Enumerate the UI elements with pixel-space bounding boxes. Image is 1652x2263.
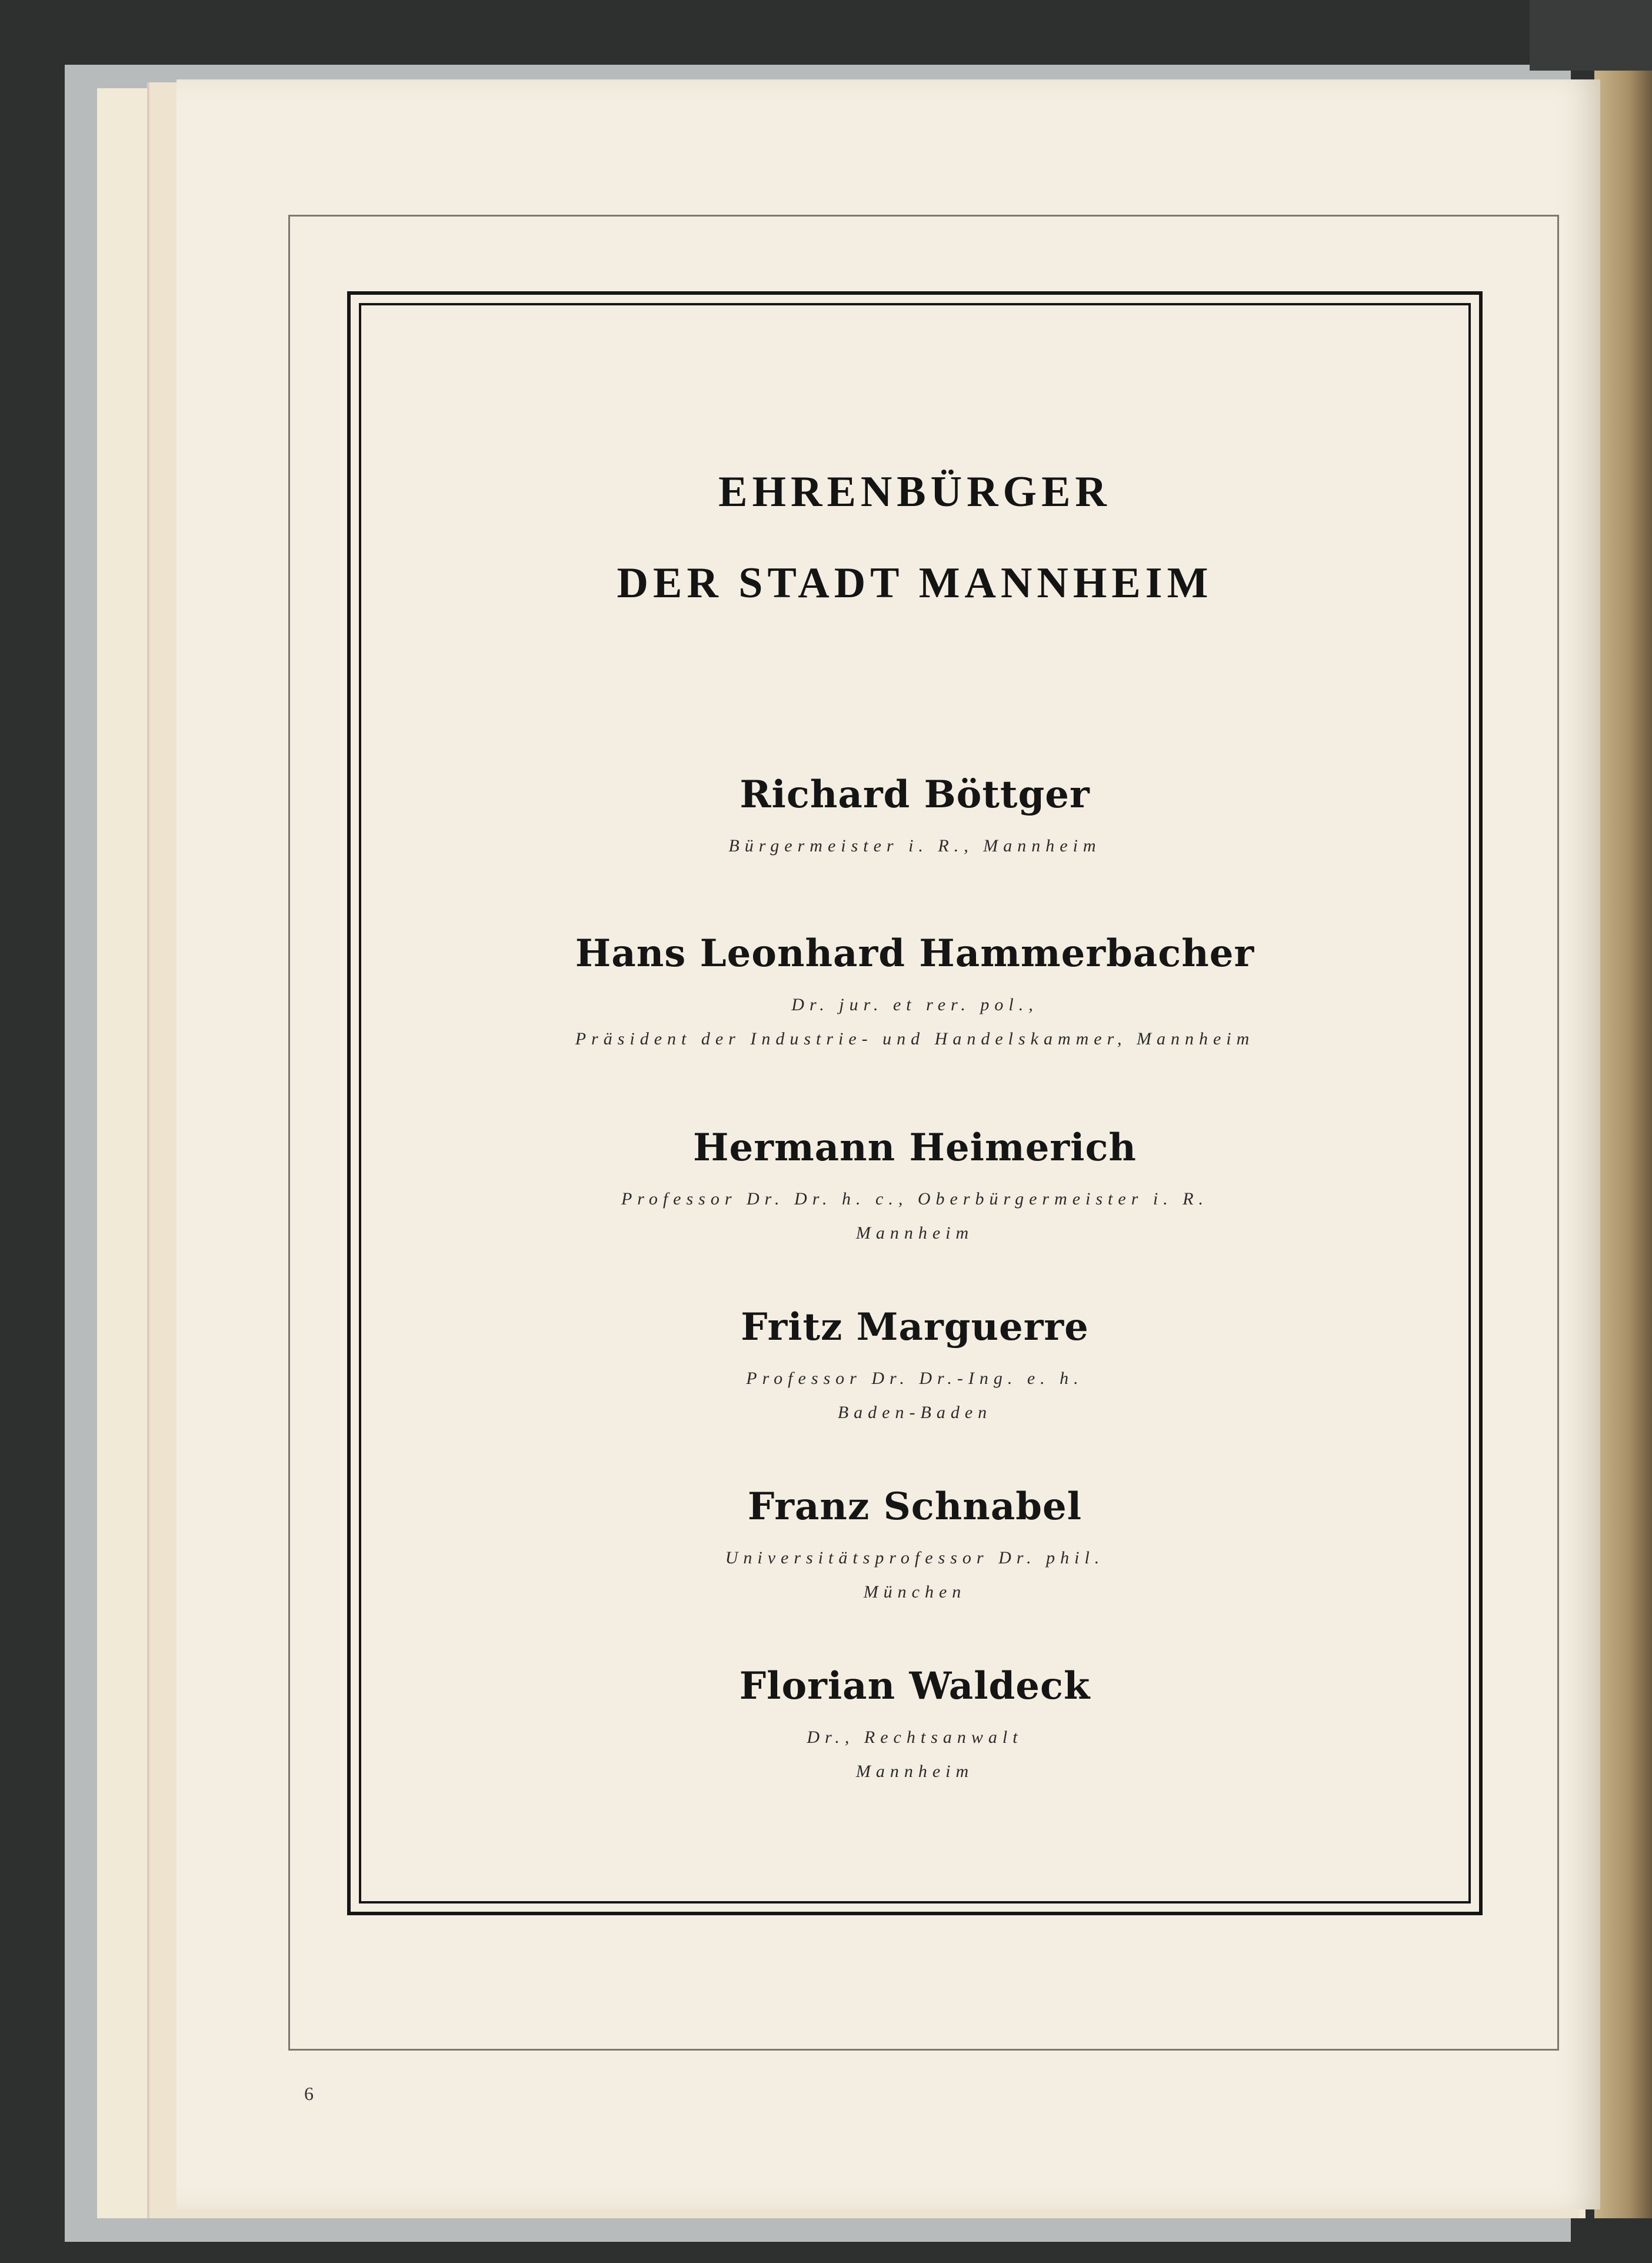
page-edge [1594, 71, 1652, 2218]
honoree-title: Präsident der Industrie- und Handelskammer, Mannheim [575, 1029, 1255, 1049]
honoree-location: Baden-Baden [837, 1403, 992, 1422]
page-content [361, 305, 1468, 1901]
honoree-title: Dr., Rechtsanwalt [807, 1728, 1023, 1747]
honoree-name: Fritz Marguerre [741, 1305, 1089, 1349]
list-item [361, 773, 1468, 863]
honoree-name: Florian Waldeck [739, 1664, 1091, 1708]
list-item [361, 1126, 1468, 1250]
book-edge [1530, 0, 1652, 71]
honoree-location: München [863, 1582, 967, 1602]
honoree-name: Richard Böttger [740, 773, 1090, 817]
honoree-title: Professor Dr. Dr.-Ing. e. h. [746, 1369, 1084, 1388]
list-item [361, 1305, 1468, 1430]
honoree-title: Universitätsprofessor Dr. phil. [725, 1548, 1105, 1568]
list-item [361, 1664, 1468, 1789]
honoree-name: Hans Leonhard Hammerbacher [575, 931, 1255, 976]
honoree-title: Dr. jur. et rer. pol., [791, 995, 1038, 1014]
honoree-location: Mannheim [855, 1762, 974, 1781]
honoree-name: Franz Schnabel [747, 1485, 1083, 1529]
page-number: 6 [304, 2083, 314, 2104]
page-subtitle: DER STADT MANNHEIM [617, 559, 1213, 607]
page-title: EHRENBÜRGER [718, 468, 1111, 516]
honoree-title: Professor Dr. Dr. h. c., Oberbürgermeister i. R. [621, 1189, 1209, 1209]
honoree-location: Mannheim [855, 1223, 974, 1243]
list-item [361, 931, 1468, 1056]
honoree-name: Hermann Heimerich [693, 1126, 1137, 1170]
honoree-title: Bürgermeister i. R., Mannheim [728, 836, 1101, 856]
list-item [361, 1485, 1468, 1609]
